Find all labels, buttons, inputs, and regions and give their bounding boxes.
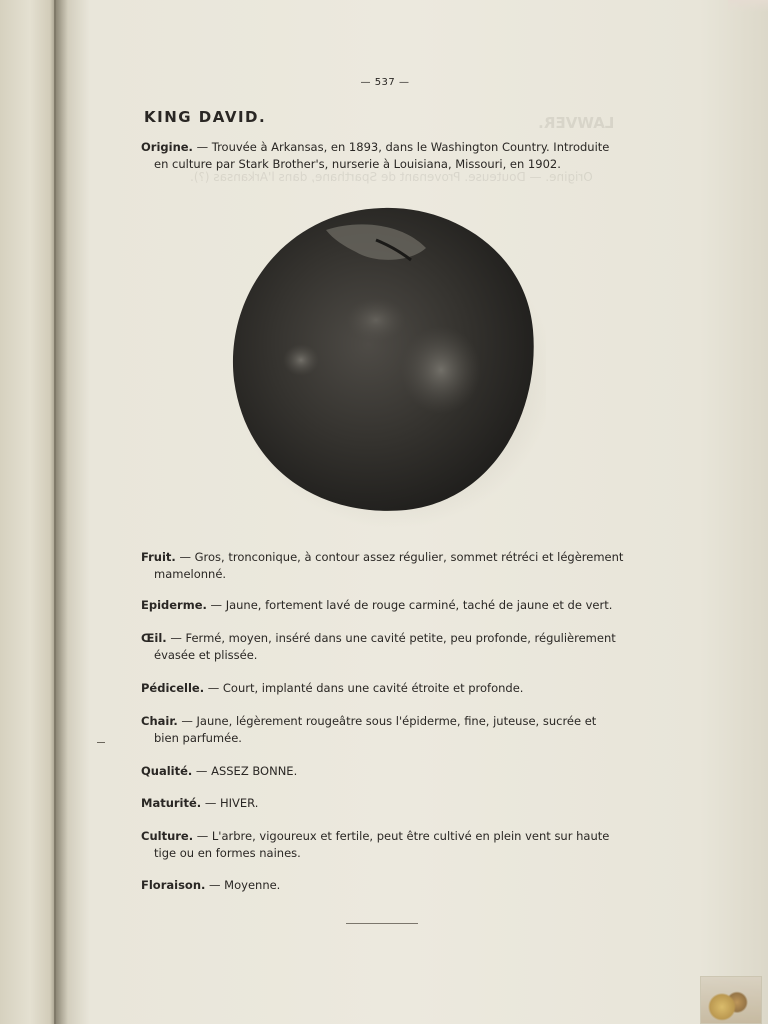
book-gutter [54, 0, 68, 1024]
entry-maturite [141, 795, 625, 812]
entry-label: Fruit. [141, 550, 176, 564]
entry-label: Qualité. [141, 764, 193, 778]
entry-text: — HIVER. [201, 796, 259, 810]
entry-text: — ASSEZ BONNE. [192, 764, 298, 778]
entry-label: Maturité. [141, 796, 202, 810]
entry-label: Epiderme. [141, 598, 207, 612]
entry-text-continued: bien parfumée. [154, 730, 242, 745]
entry-text-continued: en culture par Stark Brother's, nurserie à Louisiana, Missouri, en 1902. [154, 156, 561, 171]
entry-text: — Jaune, fortement lavé de rouge carminé, taché de jaune et de vert. [206, 598, 613, 612]
entry-label: Pédicelle. [141, 681, 205, 695]
entry-text: — Fermé, moyen, inséré dans une cavité petite, peu profonde, régulièrement [166, 631, 616, 645]
entry-pedicelle [141, 680, 625, 697]
entry-chair [141, 713, 625, 746]
entry-qualite [141, 763, 625, 780]
entry-text: — L'arbre, vigoureux et fertile, peut être cultivé en plein vent sur haute [193, 829, 610, 843]
apple-photograph [226, 200, 546, 530]
bleed-through-text: Origine. — Douteuse. Provenant de Sparthane, dans l'Arkansas (?). [190, 170, 593, 184]
apple-highlight-small [283, 344, 319, 376]
entry-text: — Court, implanté dans une cavité étroite et profonde. [204, 681, 524, 695]
entry-culture [141, 828, 625, 861]
entry-text: — Jaune, légèrement rougeâtre sous l'épiderme, fine, juteuse, sucrée et [177, 714, 597, 728]
apple-highlight [401, 326, 481, 414]
entry-text-continued: mamelonné. [154, 566, 227, 581]
entry-text: — Trouvée à Arkansas, en 1893, dans le Washington Country. Introduite [192, 140, 610, 154]
apple-highlight-top [346, 298, 406, 342]
entry-origine [141, 139, 625, 172]
corner-shade [728, 0, 768, 12]
page-number: — 537 — [360, 77, 410, 88]
entry-text-continued: tige ou en formes naines. [154, 845, 301, 860]
entry-floraison [141, 877, 625, 894]
entry-label: Origine. [141, 140, 193, 154]
entry-text: — Moyenne. [205, 878, 281, 892]
entry-label: Floraison. [141, 878, 206, 892]
entry-label: Chair. [141, 714, 178, 728]
margin-mark [97, 742, 105, 743]
bleed-through-title: LAWVER. [538, 114, 615, 132]
entry-oeil [141, 630, 625, 663]
entry-text: — Gros, tronconique, à contour assez régulier, sommet rétréci et légèrement [175, 550, 624, 564]
entry-label: Œil. [141, 631, 167, 645]
entry-fruit [141, 549, 625, 582]
entry-epiderme [141, 597, 625, 614]
watermark-thumbnail [700, 976, 762, 1024]
variety-title: KING DAVID. [144, 108, 267, 126]
entry-label: Culture. [141, 829, 194, 843]
section-divider [346, 923, 418, 924]
entry-text-continued: évasée et plissée. [154, 647, 258, 662]
left-page-edge [0, 0, 56, 1024]
